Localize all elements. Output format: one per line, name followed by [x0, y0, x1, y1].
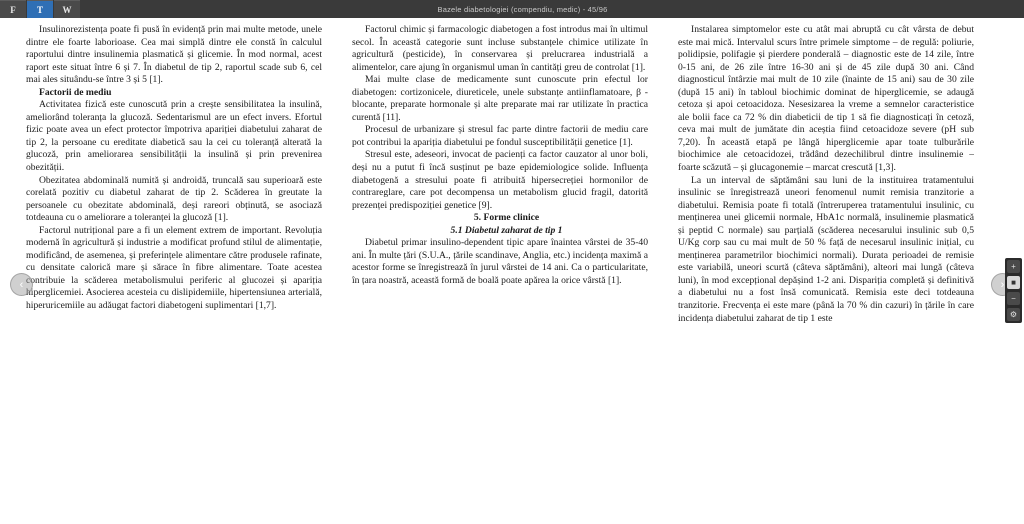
paragraph: Mai multe clase de medicamente sunt cunoscute prin efectul lor diabetogen: cortizonicele, diureticele, unele substanțe antiinflamatoare, β - blocante, preparate hormonale și alte preparate mai rar utilizate în practica curentă [11]. [352, 74, 648, 123]
document-page [0, 18, 1024, 524]
settings-gear-icon[interactable]: ⚙ [1007, 308, 1020, 321]
paragraph: La un interval de săptămâni sau luni de la instituirea tratamentului insulinic se înregistrează uneori fenomenul numit remisia tranzitorie a diabetului. Remisia poate fi totală (întreruperea tratamentului insulinic, cu menținerea unei glicemii normale, HbA1c normală, insulinemie plasmatică și peptid C normale) sau parțială (scăderea necesarului insulinic sub 0,5 U/Kg corp sau cu mai mult de 50 % față de necesarul insulinic inițial, cu menținerea parametrilor biochimici normali). Durata perioadei de remisie este variabilă, uneori scurtă (câteva săptămâni), alteori mai lungă (câteva luni), în mod excepțional depășind 1-2 ani. Dispariția completă și definitivă a diabetului nu a fost însă comunicată. Remisia este deci totdeauna tranzitorie. Frecvența ei este mare (până la 70 % din cazuri) în țările în care incidența diabetului zaharat de tip 1 este [678, 174, 974, 324]
paragraph: Activitatea fizică este cunoscută prin a crește sensibilitatea la insulină, ameliorând toleranța la glucoză. Sedentarismul are un efect invers. Efortul fizic poate avea un efect protector împotriva apariției diabetului zaharat de tip 2, la persoane cu ereditate diabetică sau la cei cu toleranță alterată la glucoză, prin ameliorarea sensibilității la insulină și prin prevenirea obezității. [26, 99, 322, 174]
column-right [678, 24, 974, 524]
document-title: Bazele diabetologiei (compendiu, medic) - 45/96 [437, 4, 608, 14]
next-page-button[interactable]: › [991, 273, 1014, 296]
column-middle [352, 24, 648, 524]
format-tool-button[interactable]: F [0, 0, 26, 18]
top-toolbar [0, 0, 1024, 18]
paragraph: Insulinorezistența poate fi pusă în evidență prin mai multe metode, unele dintre ele foarte laborioase. Cea mai simplă dintre ele constă în calculul raportului dintre insulinemia plasmatică și glicemie. În mod normal, acest raport este situat între 6 și 7. În diabetul de tip 2, raportul scade sub 6, cel mai ales situându-se între 3 și 5 [1]. [26, 24, 322, 86]
zoom-in-icon[interactable]: + [1007, 260, 1020, 273]
paragraph: Obezitatea abdominală numită și androidă, truncală sau superioară este corelată pozitiv cu diabetul zaharat de tip 2. Scăderea în greutate la persoanele cu obezitate abdominală, deși rareori obținută, se asociază totdeauna cu o ameliorare a toleranței la glucoză [1]. [26, 174, 322, 224]
text-columns [0, 18, 1024, 524]
previous-page-button[interactable]: ‹ [10, 273, 33, 296]
paragraph: Factorul nutrițional pare a fi un element extrem de important. Revoluția modernă în agricultură și industrie a modificat profund stilul de alimentație, modificând, de asemenea, și preferințele alimentare către produsele rafinate, cu densitate calorică mare și sărace în fibre alimentare. Toate acestea contribuie la scăderea metabolismului periferic al glucozei și apariția hiperglicemiei. Asocierea acesteia cu dislipidemiile, hipertensiunea arterială, hiperuricemiile au adăugat factori diabetogeni suplimentari [1,7]. [26, 224, 322, 312]
view-tools-panel [1005, 258, 1022, 323]
paragraph: Stresul este, adeseori, invocat de pacienți ca factor cauzator al unor boli, deși nu a putut fi încă susținut pe baze epidemiologice solide. Influența diabetogenă a stresului poate fi atribuită hipersecreției hormonilor de contrareglare, care pot decompensa un metabolism glucid fragil, datorită prezenței predispoziției genetice [9]. [352, 149, 648, 211]
fit-page-icon[interactable]: ■ [1007, 276, 1020, 289]
word-tool-button[interactable]: W [54, 0, 80, 18]
column-left [26, 24, 322, 524]
paragraph: Diabetul primar insulino-dependent tipic apare înaintea vârstei de 35-40 ani. În multe țări (S.U.A., țările scandinave, Anglia, etc.) incidența maximă a acestor forme se înregistrează în jurul vârstei de 14 ani. Ca o particularitate, în țara noastră, această formă de boală poate apărea la orice vârstă [1]. [352, 237, 648, 286]
subsection-heading-factorii-de-mediu: Factorii de mediu [39, 86, 112, 98]
section-heading-forme-clinice: 5. Forme clinice [473, 212, 540, 224]
text-tool-button[interactable]: T [27, 0, 53, 18]
subsection-heading-diabet-tip-1: 5.1 Diabetul zaharat de tip 1 [450, 224, 563, 236]
zoom-out-icon[interactable]: − [1007, 292, 1020, 305]
paragraph: Procesul de urbanizare și stresul fac parte dintre factorii de mediu care pot contribui la apariția diabetului pe fondul susceptibilității genetice [1]. [352, 124, 648, 148]
paragraph: Factorul chimic și farmacologic diabetogen a fost introdus mai în ultimul secol. În această categorie sunt incluse substanțele chimice utilizate în agricultură (pesticide), în conservarea și prelucrarea industrială a alimentelor, care ajung în organismul uman în cantități greu de controlat [1]. [352, 24, 648, 73]
paragraph: Instalarea simptomelor este cu atât mai abruptă cu cât vârsta de debut este mai mică. Intervalul scurs între primele simptome – de regulă: poliurie, polidipsie, polifagie și pierdere ponderală – diagnostic este de 14 zile, între 0-15 ani, de 26 zile între 16-30 ani și de 45 zile după 30 ani. Când diagnosticul întârzie mai mult de 10 zile (înainte de 15 ani) sau de 30 zile (după 15 ani) în tabloul biochimic dominat de hiperglicemie, se adaugă cetoza și apoi cetoacidoza. Nesesizarea la vreme a semnelor caracteristice ale bolii face ca 72 % din diabeticii de tip 1 să fie diagnosticați în cetoză, ceva mai mult de jumătate din aceștia fiind cetoacidoze severe (pH sub 7,20). În această etapă pe lângă hiperglicemie apar toate tulburările biochimice ale cetoacidozei, trădând dezechilibrul dintre insulinemie – foarte scăzută – și glucagonemie – marcat crescută [1,3]. [678, 24, 974, 174]
